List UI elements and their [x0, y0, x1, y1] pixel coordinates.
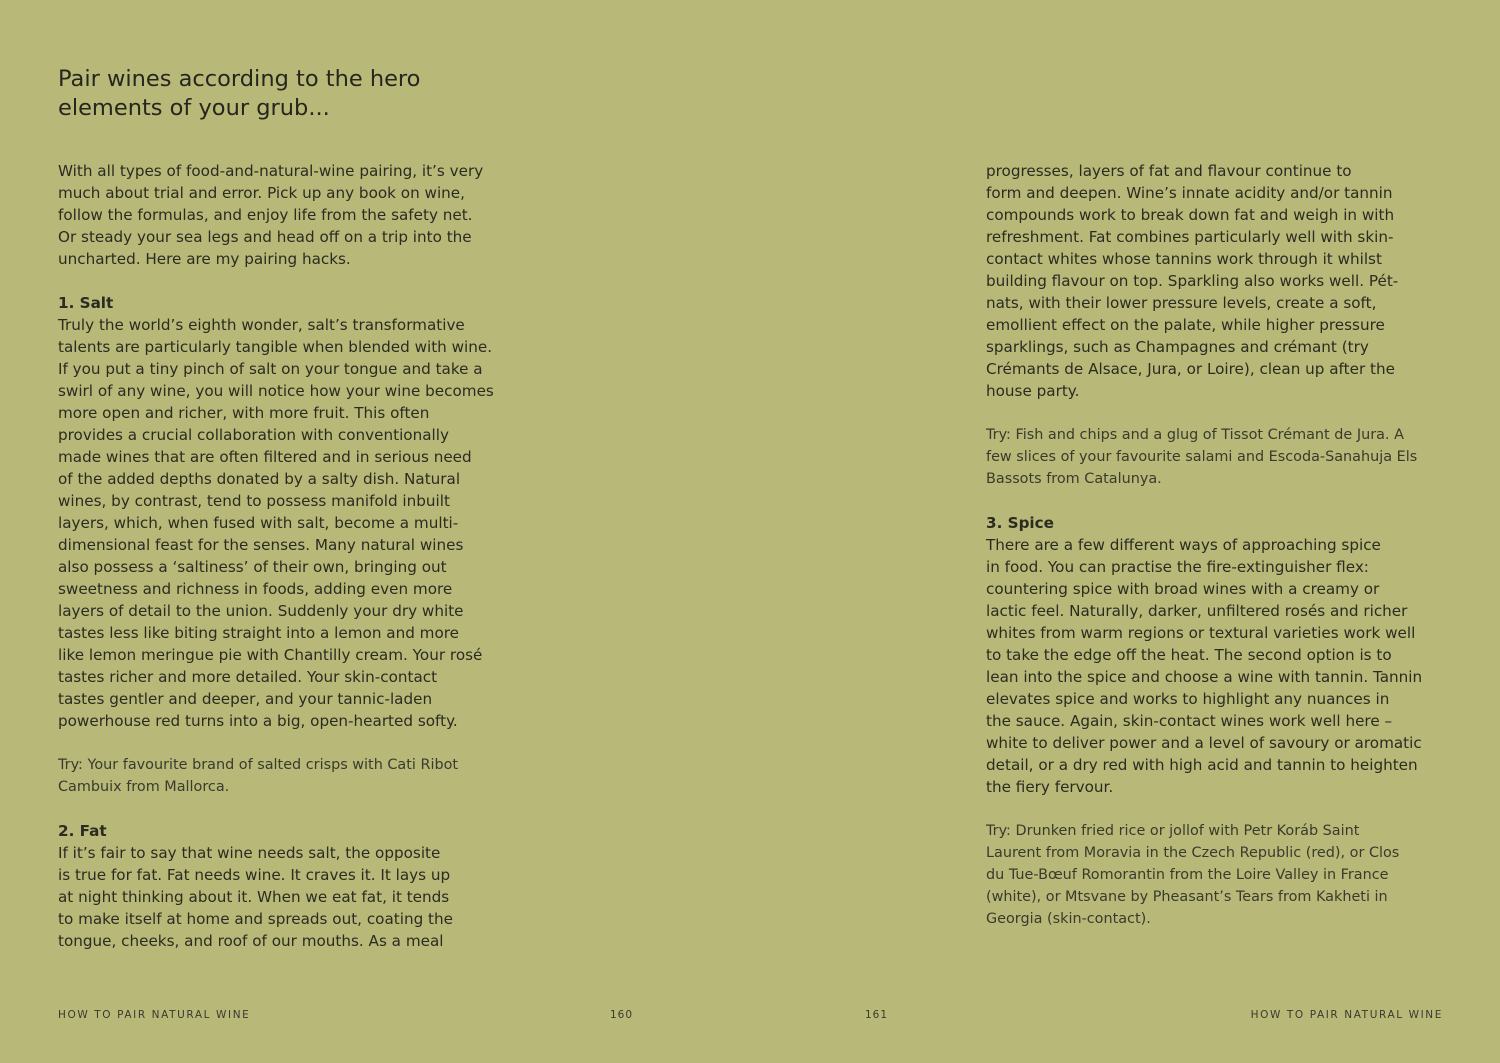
text-line: layers, which, when fused with salt, become a multi-	[58, 514, 459, 532]
text-line: the sauce. Again, skin-contact wines work well here –	[986, 712, 1393, 730]
text-line: contact whites whose tannins work through it whilst	[986, 250, 1382, 268]
text-line: lactic feel. Naturally, darker, unfiltered rosés and richer	[986, 602, 1408, 620]
text-line: tastes gentler and deeper, and your tannic-laden	[58, 690, 433, 708]
left-column	[58, 160, 528, 952]
text-line: like lemon meringue pie with Chantilly cream. Your rosé	[58, 646, 483, 664]
text-line: countering spice with broad wines with a creamy or	[986, 580, 1380, 598]
text-line: dimensional feast for the senses. Many natural wines	[58, 536, 464, 554]
heading-line: elements of your grub...	[58, 95, 330, 121]
text-line: white to deliver power and a level of savoury or aromatic	[986, 734, 1422, 752]
text-line: whites from warm regions or textural varieties work well	[986, 624, 1416, 642]
text-line: to make itself at home and spreads out, coating the	[58, 910, 453, 928]
text-line: tongue, cheeks, and roof of our mouths. As a meal	[58, 932, 444, 950]
text-line: emollient effect on the palate, while higher pressure	[986, 316, 1385, 334]
text-line: Try: Fish and chips and a glug of Tissot Crémant de Jura. A	[986, 427, 1404, 443]
text-line: lean into the spice and choose a wine with tannin. Tannin	[986, 668, 1423, 686]
text-line: building flavour on top. Sparkling also works well. Pét-	[986, 272, 1399, 290]
text-line: sweetness and richness in foods, adding even more	[58, 580, 453, 598]
text-line: form and deepen. Wine’s innate acidity and/or tannin	[986, 184, 1393, 202]
spice-try	[986, 820, 1456, 930]
salt-subheading: 1. Salt	[58, 294, 114, 312]
text-line: the fiery fervour.	[986, 778, 1114, 796]
text-line: wines, by contrast, tend to possess manifold inbuilt	[58, 492, 450, 510]
page-number-left: 160	[610, 1009, 634, 1021]
text-line: Laurent from Moravia in the Czech Republic (red), or Clos	[986, 845, 1400, 861]
text-line: Try: Your favourite brand of salted crisps with Cati Ribot	[58, 757, 459, 773]
text-line: at night thinking about it. When we eat fat, it tends	[58, 888, 450, 906]
salt-body	[58, 316, 494, 730]
heading-line: Pair wines according to the hero	[58, 66, 421, 92]
intro-paragraph	[58, 160, 528, 270]
spice-section	[986, 512, 1456, 798]
fat-subheading: 2. Fat	[58, 822, 107, 840]
text-line: few slices of your favourite salami and Escoda-Sanahuja Els	[986, 449, 1418, 465]
text-line: Truly the world’s eighth wonder, salt’s transformative	[58, 316, 465, 334]
page-heading	[58, 65, 578, 123]
text-line: more open and richer, with more fruit. This often	[58, 404, 430, 422]
text-line: If you put a tiny pinch of salt on your tongue and take a	[58, 360, 483, 378]
fat-try	[986, 424, 1456, 490]
text-line: of the added depths donated by a salty dish. Natural	[58, 470, 461, 488]
text-line: is true for fat. Fat needs wine. It craves it. It lays up	[58, 866, 451, 884]
text-line: Or steady your sea legs and head off on a trip into the	[58, 228, 472, 246]
text-line: in food. You can practise the fire-extinguisher flex:	[986, 558, 1369, 576]
text-line: compounds work to break down fat and weigh in with	[986, 206, 1395, 224]
text-line: layers of detail to the union. Suddenly your dry white	[58, 602, 464, 620]
fat-section	[58, 820, 528, 952]
text-line: (white), or Mtsvane by Pheasant’s Tears from Kakheti in	[986, 889, 1388, 905]
text-line: Georgia (skin-contact).	[986, 911, 1151, 927]
text-line: tastes less like biting straight into a lemon and more	[58, 624, 460, 642]
text-line: Bassots from Catalunya.	[986, 471, 1162, 487]
right-column	[986, 160, 1456, 930]
footer-left-title: HOW TO PAIR NATURAL WINE	[58, 1009, 251, 1021]
spice-body	[986, 536, 1422, 796]
fat-continued	[986, 160, 1456, 402]
text-line: also possess a ‘saltiness’ of their own, bringing out	[58, 558, 447, 576]
text-line: Crémants de Alsace, Jura, or Loire), clean up after the	[986, 360, 1395, 378]
text-line: swirl of any wine, you will notice how your wine becomes	[58, 382, 494, 400]
text-line: refreshment. Fat combines particularly well with skin-	[986, 228, 1394, 246]
text-line: house party.	[986, 382, 1080, 400]
fat-body	[58, 844, 453, 950]
text-line: Try: Drunken fried rice or jollof with Petr Koráb Saint	[986, 823, 1360, 839]
text-line: detail, or a dry red with high acid and tannin to heighten	[986, 756, 1418, 774]
text-line: tastes richer and more detailed. Your skin-contact	[58, 668, 438, 686]
salt-try	[58, 754, 528, 798]
spice-subheading: 3. Spice	[986, 514, 1054, 532]
text-line: elevates spice and works to highlight any nuances in	[986, 690, 1390, 708]
text-line: If it’s fair to say that wine needs salt, the opposite	[58, 844, 441, 862]
text-line: du Tue-Bœuf Romorantin from the Loire Valley in France	[986, 867, 1389, 883]
text-line: uncharted. Here are my pairing hacks.	[58, 250, 351, 268]
text-line: much about trial and error. Pick up any book on wine,	[58, 184, 465, 202]
text-line: Cambuix from Mallorca.	[58, 779, 230, 795]
page-number-right: 161	[865, 1009, 889, 1021]
text-line: sparklings, such as Champagnes and crémant (try	[986, 338, 1369, 356]
footer-right-title: HOW TO PAIR NATURAL WINE	[1250, 1009, 1443, 1021]
text-line: powerhouse red turns into a big, open-hearted softy.	[58, 712, 458, 730]
text-line: to take the edge off the heat. The second option is to	[986, 646, 1392, 664]
text-line: provides a crucial collaboration with conventionally	[58, 426, 449, 444]
text-line: There are a few different ways of approaching spice	[986, 536, 1381, 554]
text-line: talents are particularly tangible when blended with wine.	[58, 338, 493, 356]
salt-section	[58, 292, 528, 732]
text-line: progresses, layers of fat and flavour continue to	[986, 162, 1352, 180]
text-line: made wines that are often filtered and in serious need	[58, 448, 472, 466]
text-line: follow the formulas, and enjoy life from the safety net.	[58, 206, 473, 224]
text-line: With all types of food-and-natural-wine pairing, it’s very	[58, 162, 484, 180]
text-line: nats, with their lower pressure levels, create a soft,	[986, 294, 1377, 312]
